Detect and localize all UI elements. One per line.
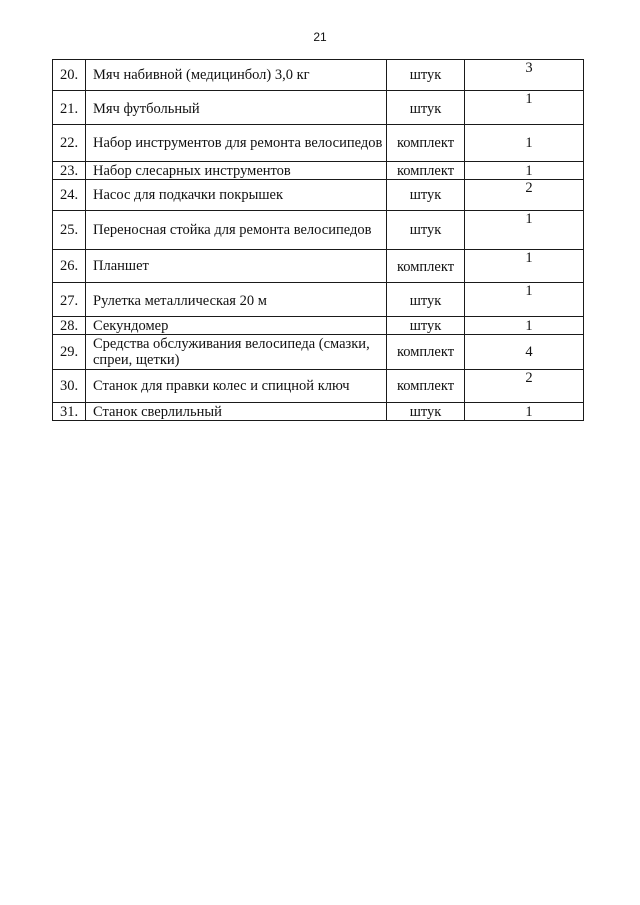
item-name: Средства обслуживания велосипеда (смазки, спреи, щетки): [86, 335, 387, 370]
item-quantity: 1: [465, 250, 584, 283]
item-quantity: 1: [465, 91, 584, 125]
item-name: Набор слесарных инструментов: [86, 162, 387, 180]
row-number: 23.: [53, 162, 86, 180]
table-row: [53, 250, 584, 283]
row-number: 30.: [53, 370, 86, 403]
row-number: 27.: [53, 283, 86, 317]
row-number: 21.: [53, 91, 86, 125]
item-unit: комплект: [387, 335, 465, 370]
item-name: Насос для подкачки покрышек: [86, 180, 387, 211]
item-unit: штук: [387, 180, 465, 211]
item-name: Переносная стойка для ремонта велосипедов: [86, 211, 387, 250]
item-unit: штук: [387, 211, 465, 250]
item-quantity: 2: [465, 370, 584, 403]
item-quantity: 1: [465, 162, 584, 180]
item-name: Мяч набивной (медицинбол) 3,0 кг: [86, 60, 387, 91]
item-quantity: 1: [465, 125, 584, 162]
row-number: 31.: [53, 403, 86, 421]
item-unit: штук: [387, 317, 465, 335]
item-name: Набор инструментов для ремонта велосипедов: [86, 125, 387, 162]
item-name: Секундомер: [86, 317, 387, 335]
table-row: [53, 403, 584, 421]
table-row: [53, 162, 584, 180]
equipment-table: [52, 59, 584, 421]
item-name: Мяч футбольный: [86, 91, 387, 125]
item-quantity: 1: [465, 317, 584, 335]
item-unit: комплект: [387, 162, 465, 180]
table-row: [53, 180, 584, 211]
item-name: Станок для правки колес и спицной ключ: [86, 370, 387, 403]
table-row: [53, 370, 584, 403]
table-row: [53, 283, 584, 317]
item-unit: штук: [387, 403, 465, 421]
item-unit: комплект: [387, 125, 465, 162]
page-number: 21: [313, 30, 327, 44]
item-quantity: 1: [465, 403, 584, 421]
row-number: 25.: [53, 211, 86, 250]
item-quantity: 3: [465, 60, 584, 91]
item-unit: штук: [387, 91, 465, 125]
item-unit: комплект: [387, 250, 465, 283]
row-number: 24.: [53, 180, 86, 211]
row-number: 28.: [53, 317, 86, 335]
table-row: [53, 335, 584, 370]
table-row: [53, 211, 584, 250]
table-row: [53, 125, 584, 162]
table-row: [53, 60, 584, 91]
item-name: Планшет: [86, 250, 387, 283]
item-quantity: 2: [465, 180, 584, 211]
item-unit: штук: [387, 283, 465, 317]
row-number: 26.: [53, 250, 86, 283]
item-name: Рулетка металлическая 20 м: [86, 283, 387, 317]
item-name: Станок сверлильный: [86, 403, 387, 421]
table-row: [53, 317, 584, 335]
item-quantity: 4: [465, 335, 584, 370]
item-unit: комплект: [387, 370, 465, 403]
row-number: 20.: [53, 60, 86, 91]
item-quantity: 1: [465, 211, 584, 250]
table-row: [53, 91, 584, 125]
row-number: 22.: [53, 125, 86, 162]
row-number: 29.: [53, 335, 86, 370]
item-quantity: 1: [465, 283, 584, 317]
item-unit: штук: [387, 60, 465, 91]
